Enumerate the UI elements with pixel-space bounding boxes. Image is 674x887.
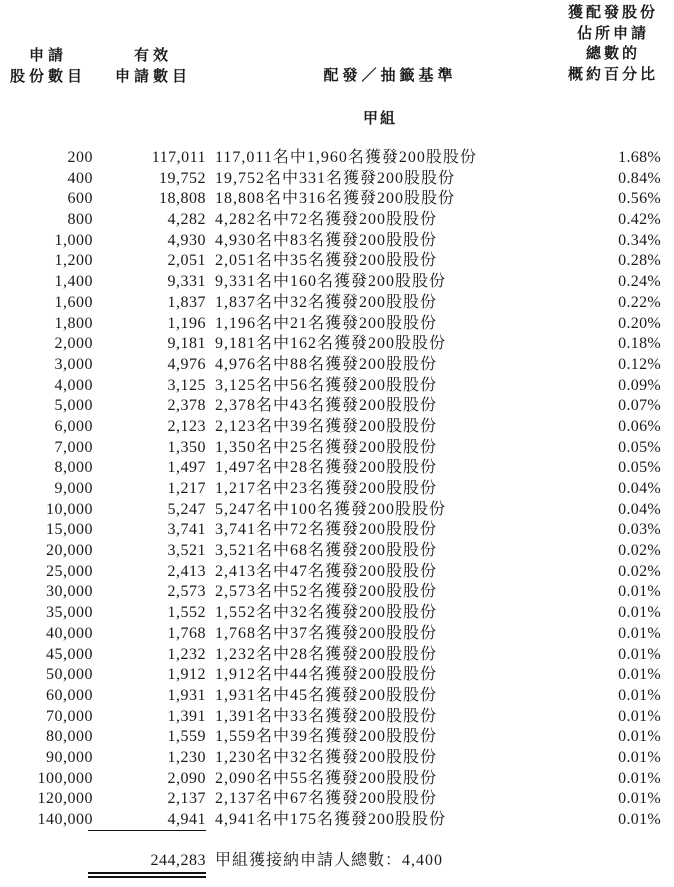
valid-applications-cell: 4,976 <box>167 355 206 373</box>
percentage-cell: 0.06% <box>618 417 661 435</box>
valid-applications-cell: 1,230 <box>167 748 206 766</box>
table-row <box>0 334 674 355</box>
percentage-cell: 0.01% <box>618 790 661 808</box>
table-row <box>0 520 674 541</box>
valid-applications-cell: 19,752 <box>159 169 206 187</box>
allotment-basis-cell: 2,137名中67名獲發200股股份 <box>215 790 438 808</box>
total-valid-applications: 244,283 <box>150 852 206 869</box>
table-row <box>0 169 674 190</box>
percentage-cell: 0.01% <box>618 728 661 746</box>
applied-shares-cell: 20,000 <box>46 542 93 560</box>
applied-shares-cell: 9,000 <box>54 480 93 497</box>
valid-applications-cell: 2,123 <box>167 417 206 435</box>
applied-shares-cell: 2,000 <box>54 335 93 353</box>
percentage-cell: 0.01% <box>618 666 661 684</box>
valid-applications-cell: 3,521 <box>167 542 206 560</box>
valid-applications-cell: 1,768 <box>167 624 206 642</box>
group-a-heading: 甲組 <box>362 110 397 127</box>
valid-applications-cell: 1,559 <box>167 728 206 746</box>
valid-applications-cell: 4,930 <box>167 231 206 249</box>
percentage-cell: 0.01% <box>618 645 661 663</box>
valid-applications-cell: 2,137 <box>167 790 206 808</box>
allotment-basis-cell: 5,247名中100名獲發200股股份 <box>215 500 447 518</box>
applied-shares-cell: 600 <box>67 190 93 208</box>
valid-applications-cell: 1,837 <box>167 293 206 311</box>
table-row <box>0 438 674 459</box>
percentage-cell: 0.01% <box>618 604 661 622</box>
applied-shares-cell: 800 <box>67 211 93 229</box>
percentage-cell: 0.03% <box>618 521 661 539</box>
table-row <box>0 396 674 417</box>
valid-applications-cell: 1,497 <box>167 459 206 477</box>
applied-shares-cell: 30,000 <box>46 583 93 601</box>
valid-applications-cell: 4,941 <box>167 811 206 828</box>
table-row <box>0 417 674 438</box>
applied-shares-cell: 100,000 <box>37 769 93 787</box>
percentage-cell: 0.20% <box>618 314 661 332</box>
column-header-allotment-basis <box>280 66 500 87</box>
table-row <box>0 376 674 397</box>
allotment-basis-cell: 2,413名中47名獲發200股股份 <box>215 562 438 580</box>
percentage-cell: 0.56% <box>618 190 661 208</box>
total-accepted-applicants-label: 甲組獲接納申請人總數：4,400 <box>215 852 444 869</box>
percentage-cell: 0.28% <box>618 252 661 270</box>
percentage-cell: 0.07% <box>618 397 661 415</box>
column-header-percentage <box>552 3 674 85</box>
allotment-basis-cell: 3,125名中56名獲發200股股份 <box>215 376 438 394</box>
applied-shares-cell: 25,000 <box>46 562 93 580</box>
percentage-cell: 0.02% <box>618 562 661 580</box>
allotment-basis-cell: 3,741名中72名獲發200股股份 <box>215 521 438 539</box>
table-row <box>0 727 674 748</box>
applied-shares-cell: 1,000 <box>54 231 93 249</box>
valid-applications-cell: 1,350 <box>167 438 206 456</box>
allotment-basis-cell: 2,573名中52名獲發200股股份 <box>215 583 438 601</box>
allotment-basis-cell: 1,350名中25名獲發200股股份 <box>215 438 438 456</box>
total-row <box>0 851 674 872</box>
table-row <box>0 293 674 314</box>
header-line: 配發／抽籤基準 <box>323 67 457 84</box>
percentage-cell: 0.01% <box>618 707 661 725</box>
table-row <box>0 314 674 335</box>
valid-applications-cell: 9,181 <box>167 335 206 353</box>
applied-shares-cell: 6,000 <box>54 417 93 435</box>
valid-applications-cell: 3,741 <box>167 521 206 539</box>
applied-shares-cell: 5,000 <box>54 397 93 415</box>
percentage-cell: 0.42% <box>618 211 661 229</box>
allotment-basis-cell: 4,282名中72名獲發200股股份 <box>215 211 438 229</box>
allotment-basis-cell: 117,011名中1,960名獲發200股股份 <box>215 149 477 166</box>
table-row <box>0 251 674 272</box>
column-header-valid-applications <box>100 46 206 87</box>
valid-applications-cell: 3,125 <box>167 376 206 394</box>
table-row <box>0 810 674 831</box>
valid-applications-cell: 117,011 <box>151 149 206 166</box>
allotment-basis-cell: 1,931名中45名獲發200股股份 <box>215 686 438 704</box>
allotment-basis-cell: 4,941名中175名獲發200股股份 <box>215 811 447 828</box>
applied-shares-cell: 1,400 <box>54 273 93 291</box>
applied-shares-cell: 4,000 <box>54 376 93 394</box>
applied-shares-cell: 60,000 <box>46 686 93 704</box>
allotment-basis-cell: 4,976名中88名獲發200股股份 <box>215 355 438 373</box>
percentage-cell: 0.22% <box>618 293 661 311</box>
valid-applications-cell: 1,912 <box>167 666 206 684</box>
percentage-cell: 0.18% <box>618 335 661 353</box>
table-row <box>0 624 674 645</box>
allotment-basis-cell: 1,552名中32名獲發200股股份 <box>215 604 438 622</box>
applied-shares-cell: 400 <box>67 169 93 187</box>
applied-shares-cell: 10,000 <box>46 500 93 518</box>
table-row <box>0 148 674 169</box>
allotment-basis-cell: 1,559名中39名獲發200股股份 <box>215 728 438 746</box>
table-row <box>0 210 674 231</box>
valid-applications-cell: 1,931 <box>167 686 206 704</box>
table-row <box>0 748 674 769</box>
allotment-basis-cell: 1,391名中33名獲發200股股份 <box>215 707 438 725</box>
table-row <box>0 231 674 252</box>
allotment-basis-cell: 1,217名中23名獲發200股股份 <box>215 480 438 497</box>
applied-shares-cell: 3,000 <box>54 355 93 373</box>
table-row <box>0 355 674 376</box>
valid-applications-cell: 2,090 <box>167 769 206 787</box>
header-line: 佔所申請 <box>576 24 649 42</box>
applied-shares-cell: 35,000 <box>46 604 93 622</box>
table-row <box>0 582 674 603</box>
percentage-cell: 0.01% <box>618 583 661 601</box>
table-row <box>0 500 674 521</box>
table-row <box>0 562 674 583</box>
percentage-cell: 0.01% <box>618 624 661 642</box>
valid-applications-cell: 9,331 <box>167 273 206 291</box>
header-line: 申請 <box>28 47 67 64</box>
percentage-cell: 0.05% <box>618 438 661 456</box>
grand-total-double-rule <box>88 872 206 878</box>
applied-shares-cell: 120,000 <box>37 790 93 808</box>
table-row <box>0 458 674 479</box>
header-line: 股份數目 <box>9 67 86 85</box>
percentage-cell: 0.04% <box>618 480 661 497</box>
allotment-basis-cell: 9,331名中160名獲發200股股份 <box>215 273 447 291</box>
percentage-cell: 1.68% <box>618 149 661 166</box>
applied-shares-cell: 80,000 <box>46 728 93 746</box>
applied-shares-cell: 70,000 <box>46 707 93 725</box>
percentage-cell: 0.09% <box>618 376 661 394</box>
valid-applications-cell: 18,808 <box>159 190 206 208</box>
valid-applications-cell: 4,282 <box>167 211 206 229</box>
applied-shares-cell: 45,000 <box>46 645 93 663</box>
column-header-applied-shares <box>0 46 96 87</box>
allotment-basis-cell: 1,912名中44名獲發200股股份 <box>215 666 438 684</box>
allotment-basis-cell: 18,808名中316名獲發200股股份 <box>215 190 456 208</box>
table-row <box>0 272 674 293</box>
valid-applications-cell: 1,391 <box>167 707 206 725</box>
valid-applications-cell: 2,573 <box>167 583 206 601</box>
table-row <box>0 769 674 790</box>
applied-shares-cell: 40,000 <box>46 624 93 642</box>
table-row <box>0 541 674 562</box>
table-row <box>0 686 674 707</box>
allotment-basis-cell: 1,837名中32名獲發200股股份 <box>215 293 438 311</box>
applied-shares-cell: 1,600 <box>54 293 93 311</box>
allotment-basis-cell: 1,497名中28名獲發200股股份 <box>215 459 438 477</box>
valid-applications-cell: 2,413 <box>167 562 206 580</box>
allotment-basis-cell: 1,196名中21名獲發200股股份 <box>215 314 438 332</box>
valid-applications-cell: 1,552 <box>167 604 206 622</box>
applied-shares-cell: 15,000 <box>46 521 93 539</box>
allotment-basis-cell: 3,521名中68名獲發200股股份 <box>215 542 438 560</box>
table-row <box>0 707 674 728</box>
percentage-cell: 0.01% <box>618 811 661 828</box>
header-line: 有效 <box>133 47 172 64</box>
allotment-basis-cell: 1,230名中32名獲發200股股份 <box>215 748 438 766</box>
applied-shares-cell: 8,000 <box>54 459 93 477</box>
allotment-basis-cell: 1,232名中28名獲發200股股份 <box>215 645 438 663</box>
percentage-cell: 0.12% <box>618 355 661 373</box>
allotment-basis-cell: 1,768名中37名獲發200股股份 <box>215 624 438 642</box>
header-line: 獲配發股份 <box>567 4 658 21</box>
header-line: 總數的 <box>585 45 640 62</box>
table-row <box>0 789 674 810</box>
valid-applications-cell: 5,247 <box>167 500 206 518</box>
allotment-basis-cell: 2,090名中55名獲發200股股份 <box>215 769 438 787</box>
valid-applications-cell: 2,378 <box>167 397 206 415</box>
allotment-basis-cell: 2,123名中39名獲發200股股份 <box>215 417 438 435</box>
percentage-cell: 0.24% <box>618 273 661 291</box>
allotment-basis-cell: 2,378名中43名獲發200股股份 <box>215 397 438 415</box>
table-row <box>0 603 674 624</box>
applied-shares-cell: 7,000 <box>54 438 93 456</box>
applied-shares-cell: 1,200 <box>54 252 93 270</box>
allotment-basis-cell: 19,752名中331名獲發200股股份 <box>215 169 456 187</box>
applied-shares-cell: 200 <box>67 149 93 166</box>
header-line: 概約百分比 <box>567 65 658 83</box>
table-row <box>0 645 674 666</box>
percentage-cell: 0.01% <box>618 686 661 704</box>
allotment-basis-cell: 2,051名中35名獲發200股股份 <box>215 252 438 270</box>
table-row <box>0 479 674 500</box>
valid-applications-cell: 1,217 <box>167 480 206 497</box>
valid-applications-cell: 1,196 <box>167 314 206 332</box>
allotment-basis-cell: 9,181名中162名獲發200股股份 <box>215 335 447 353</box>
applied-shares-cell: 50,000 <box>46 666 93 684</box>
percentage-cell: 0.02% <box>618 542 661 560</box>
allotment-basis-cell: 4,930名中83名獲發200股股份 <box>215 231 438 249</box>
percentage-cell: 0.04% <box>618 500 661 518</box>
applied-shares-cell: 90,000 <box>46 748 93 766</box>
percentage-cell: 0.01% <box>618 769 661 787</box>
header-line: 申請數目 <box>114 67 191 85</box>
percentage-cell: 0.34% <box>618 231 661 249</box>
subtotal-rule <box>88 830 206 831</box>
table-row <box>0 189 674 210</box>
table-row <box>0 665 674 686</box>
percentage-cell: 0.84% <box>618 169 661 187</box>
percentage-cell: 0.01% <box>618 748 661 766</box>
valid-applications-cell: 1,232 <box>167 645 206 663</box>
table-rows <box>0 148 674 831</box>
percentage-cell: 0.05% <box>618 459 661 477</box>
applied-shares-cell: 140,000 <box>37 811 93 828</box>
valid-applications-cell: 2,051 <box>167 252 206 270</box>
applied-shares-cell: 1,800 <box>54 314 93 332</box>
